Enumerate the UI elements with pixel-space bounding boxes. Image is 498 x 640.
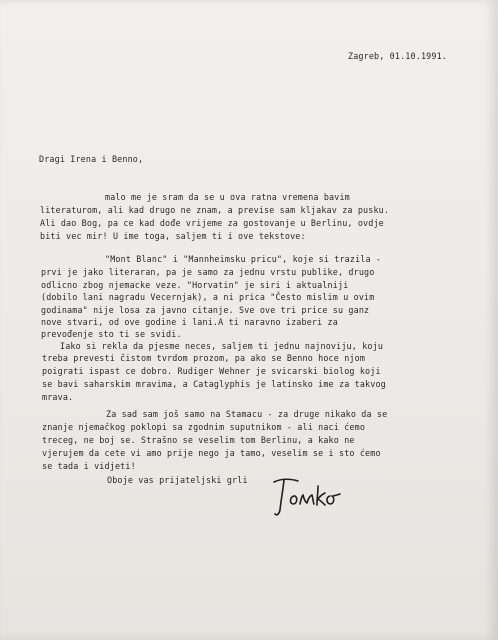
handwritten-signature [268,472,348,518]
p4-line: znanje njemačkog poklopi sa zgodnim suputnikom - ali naci ćemo [42,422,366,432]
p3-line: se bavi saharskim mravima, a Cataglyphis je latinsko ime za takvog [42,379,386,389]
p2-line: nove stvari, od ove godine i lani.A ti naravno izaberi za [41,317,338,327]
p3-line: poigrati ispast ce dobro. Rudiger Wehner je svicarski biolog koji [42,366,381,376]
p1-line: Ali dao Bog, pa ce kad dođe vrijeme za gostovanje u Berlinu, ovdje [40,218,384,228]
p1-line: literaturom, ali kad drugo ne znam, a previse sam kljakav za pusku. [40,205,390,215]
salutation: Dragi Irena i Benno, [39,154,144,164]
closing-line: Oboje vas prijateljski grli [107,475,248,485]
p4-line: Za sad sam još samo na Stamacu - za druge nikako da se [106,409,388,419]
p2-line: prvi je jako literaran, pa je samo za jednu vrstu publike, drugo [41,267,375,277]
p2-line: odlicno zbog njemacke veze. "Horvatin" je siri i aktualniji [41,280,349,290]
p3-line: mrava. [42,392,74,402]
p3-line: Iako si rekla da pjesme neces, saljem ti jednu najnoviju, koju [60,341,384,351]
p1-line: biti vec mir! U ime toga, saljem ti i ove tekstove: [40,231,306,241]
date-line: Zagreb, 01.10.1991. [348,51,447,61]
p2-line: godinama" nije losa za javno citanje. Sve ove tri price su ganz [41,305,370,315]
p4-line: treceg, ne boj se. Strašno se veselim tom Berlinu, a kako ne [42,435,355,445]
p2-line: "Mont Blanc" i "Mannheimsku pricu", koje si trazila - [105,254,382,264]
p4-line: vjerujem da cete vi amo prije nego ja tamo, veselim se i sto ćemo [42,448,381,458]
p2-line: prevođenje sto ti se svidi. [41,329,182,339]
p2-line: (dobilo lani nagradu Vecernjak), a ni prica "Često mislim u ovim [41,292,375,302]
p4-line: se tada i vidjeti! [42,461,136,471]
p3-line: treba prevesti čistom tvrdom prozom, pa ako se Benno hoce njom [42,353,366,363]
p1-line: malo me je sram da se u ova ratna vremena bavim [105,192,350,202]
